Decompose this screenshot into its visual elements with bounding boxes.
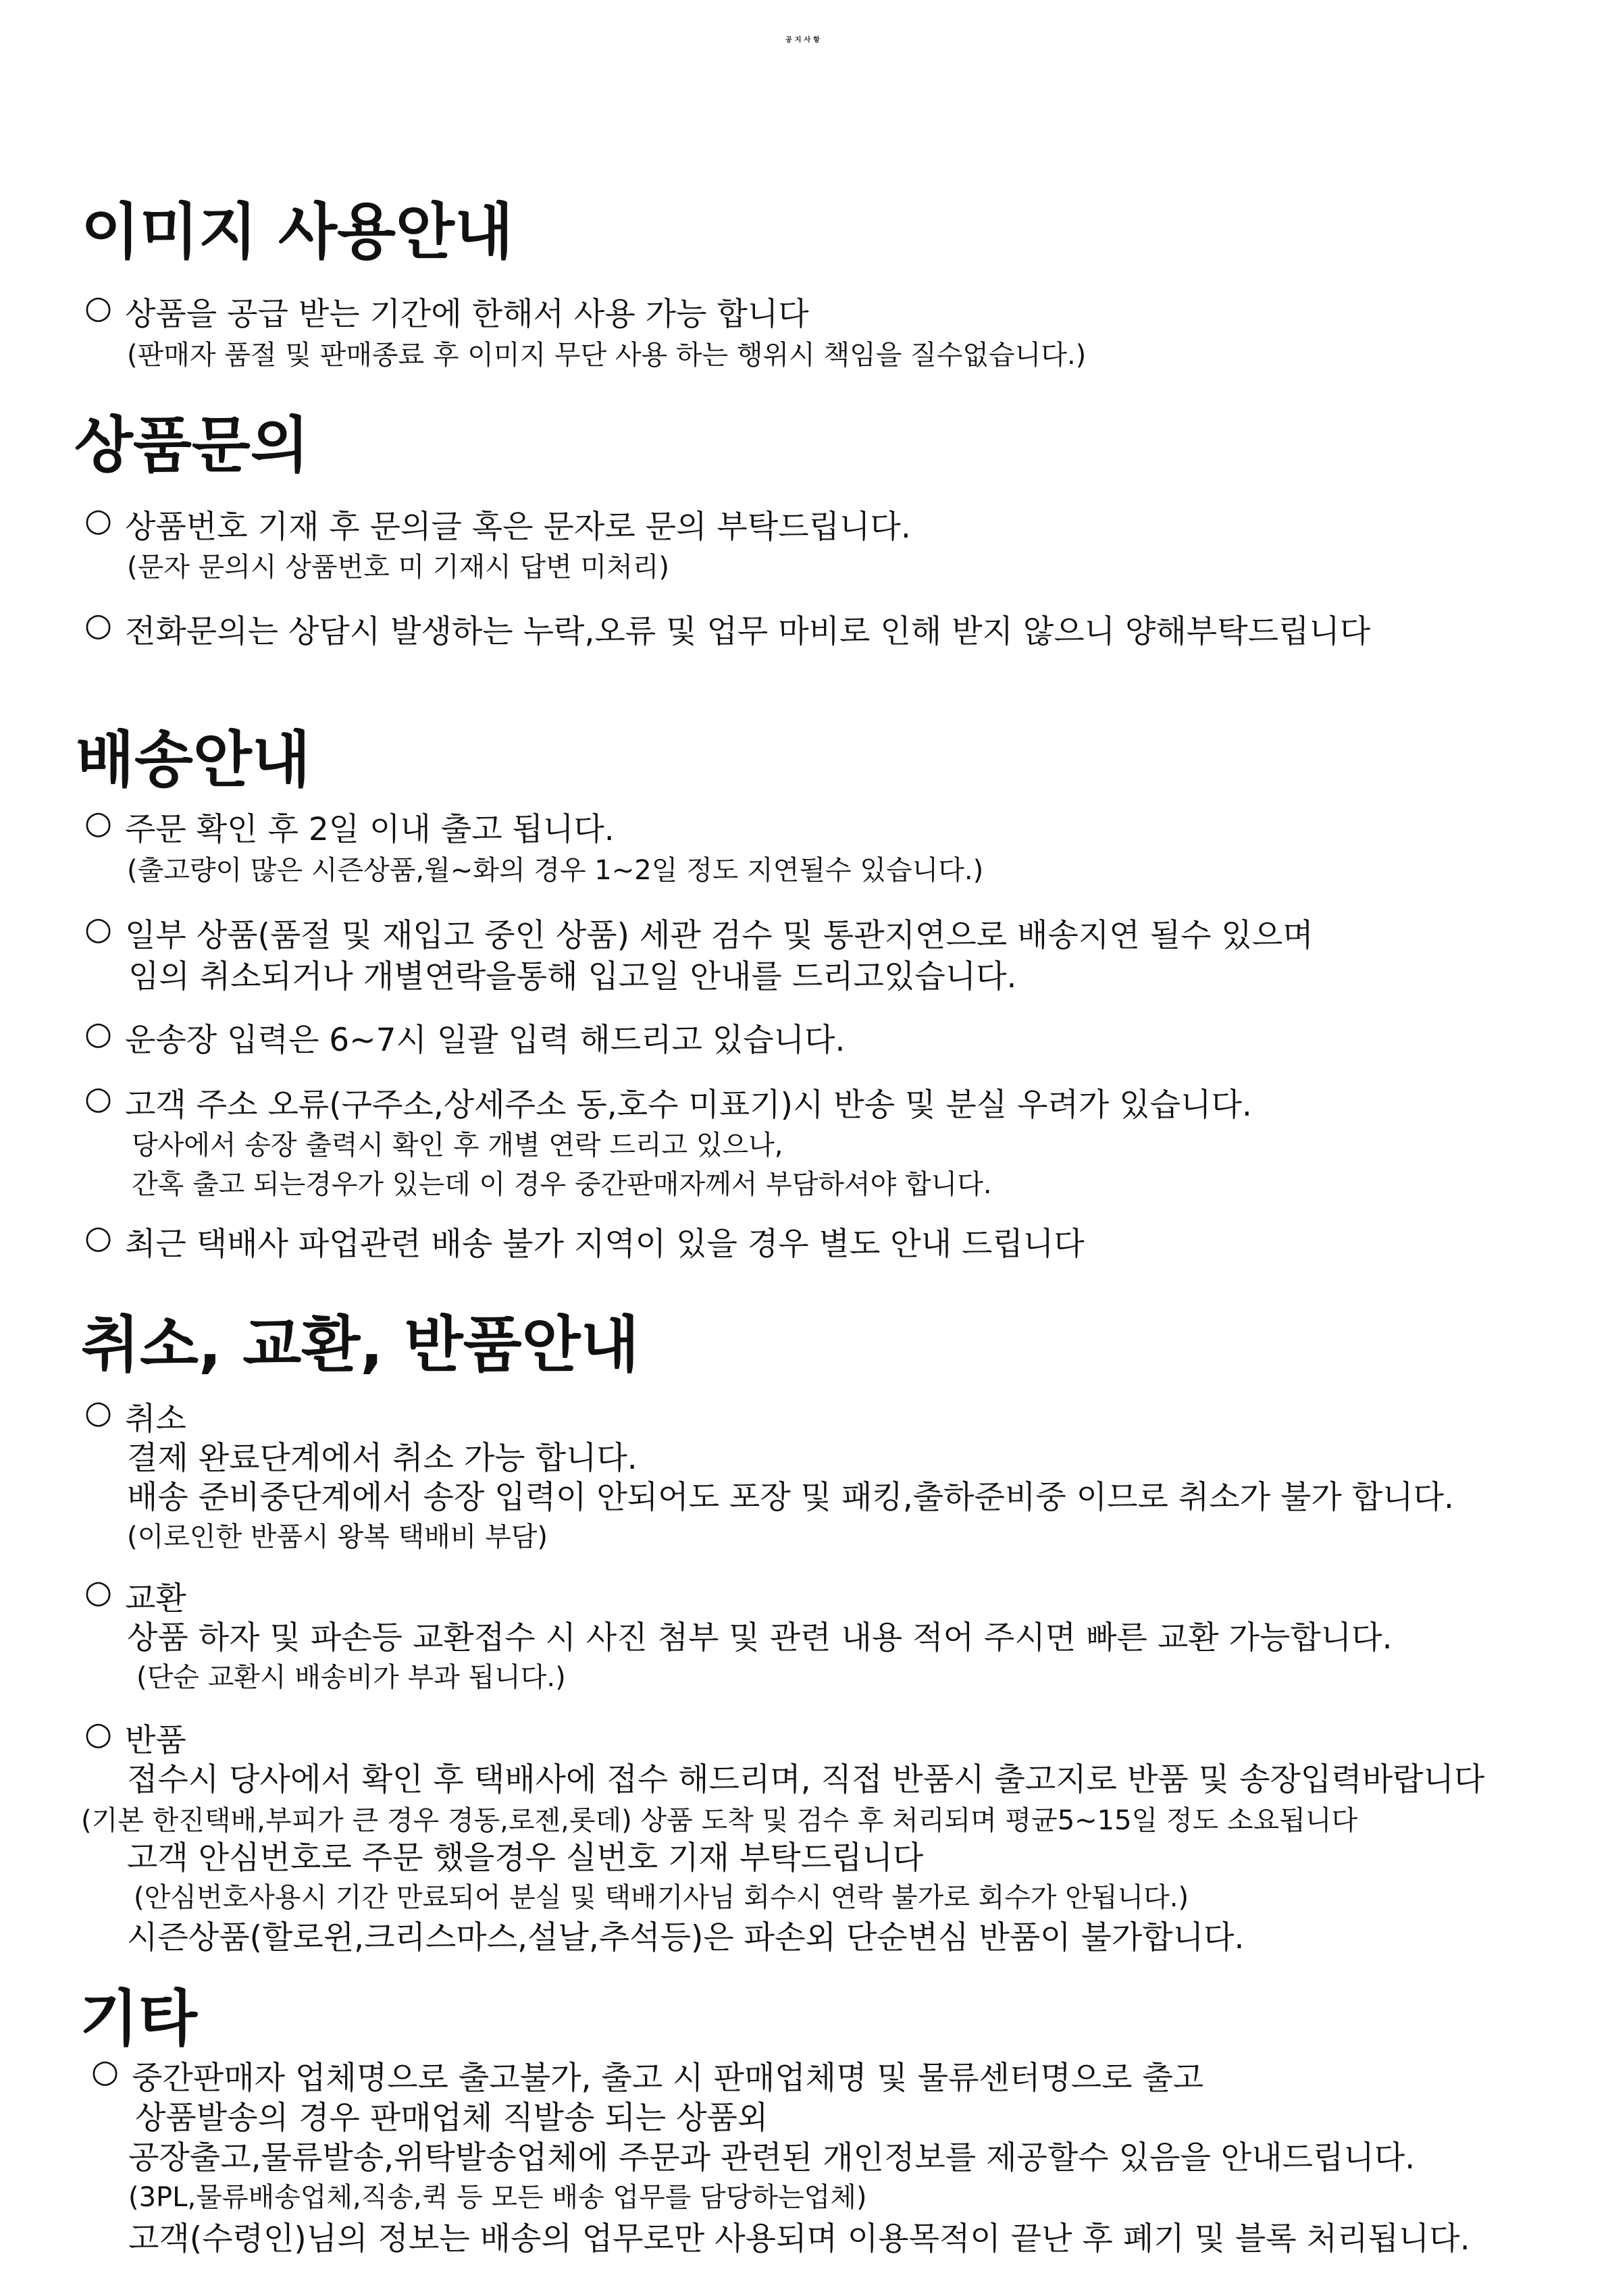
notice-title: 공지사항 [785, 36, 823, 44]
shipping-bullet-4-line2: 당사에서 송장 출력시 확인 후 개별 연락 드리고 있으나, [132, 1130, 783, 1161]
shipping-bullet-2-line2: 임의 취소되거나 개별연락을통해 입고일 안내를 드리고있습니다. [128, 958, 1017, 995]
section-heading-inquiry: 상품문의 [74, 410, 309, 481]
bullet-circle: ○ [84, 910, 113, 947]
inquiry-bullet-1-note: (문자 문의시 상품번호 미 기재시 답변 미처리) [127, 552, 670, 583]
bullet-circle: ○ [84, 1715, 113, 1752]
bullet-circle: ○ [91, 2053, 120, 2090]
shipping-bullet-4-line3: 간혹 출고 되는경우가 있는데 이 경우 중간판매자께서 부담하셔야 합니다. [132, 1169, 992, 1200]
inquiry-bullet-1: 상품번호 기재 후 문의글 혹은 문자로 문의 부탁드립니다. [125, 508, 911, 546]
shipping-bullet-1-note: (출고량이 많은 시즌상품,월~화의 경우 1~2일 정도 지연될수 있습니다.) [127, 855, 984, 886]
shipping-bullet-1: 주문 확인 후 2일 이내 출고 됩니다. [125, 811, 615, 848]
return-note-1: (기본 한진택배,부피가 큰 경우 경동,로젠,롯데) 상품 도착 및 검수 후 처리되며 평균5~15일 정도 소요됩니다 [81, 1805, 1358, 1836]
image-bullet-1: 상품을 공급 받는 기간에 한해서 사용 가능 합니다 [125, 296, 809, 333]
exchange-note: (단순 교환시 배송비가 부과 됩니다.) [136, 1662, 566, 1693]
bullet-circle: ○ [84, 1015, 113, 1052]
etc-line-2: 상품발송의 경우 판매업체 직발송 되는 상품외 [135, 2099, 769, 2137]
section-heading-etc: 기타 [80, 1983, 197, 2054]
return-label: 반품 [125, 1722, 186, 1759]
shipping-bullet-3: 운송장 입력은 6~7시 일괄 입력 해드리고 있습니다. [125, 1022, 846, 1059]
etc-line-3: 공장출고,물류발송,위탁발송업체에 주문과 관련된 개인정보를 제공할수 있음을 안내드립니다. [128, 2139, 1416, 2176]
bullet-circle: ○ [84, 804, 113, 841]
section-heading-returns: 취소, 교환, 반품안내 [81, 1309, 640, 1380]
return-line-2: 고객 안심번호로 주문 했을경우 실번호 기재 부탁드립니다 [127, 1840, 924, 1877]
exchange-label: 교환 [125, 1580, 186, 1617]
bullet-circle: ○ [84, 1394, 113, 1431]
etc-note: (3PL,물류배송업체,직송,퀵 등 모든 배송 업무를 담당하는업체) [128, 2182, 867, 2213]
etc-line-1: 중간판매자 업체명으로 출고불가, 출고 시 판매업체명 및 물류센터명으로 출고 [132, 2060, 1204, 2097]
cancel-note: (이로인한 반품시 왕복 택배비 부담) [127, 1521, 548, 1553]
exchange-line-1: 상품 하자 및 파손등 교환접수 시 사진 첨부 및 관련 내용 적어 주시면 빠른 교환 가능합니다. [127, 1619, 1393, 1656]
bullet-circle: ○ [84, 502, 113, 539]
shipping-bullet-5: 최근 택배사 파업관련 배송 불가 지역이 있을 경우 별도 안내 드립니다 [125, 1226, 1085, 1263]
image-bullet-1-note: (판매자 품절 및 판매종료 후 이미지 무단 사용 하는 행위시 책임을 질수없습니다.) [127, 340, 1087, 371]
shipping-bullet-2-line1: 일부 상품(품절 및 재입고 중인 상품) 세관 검수 및 통관지연으로 배송지연 될수 있으며 [125, 917, 1314, 954]
cancel-line-1: 결제 완료단계에서 취소 가능 합니다. [127, 1440, 638, 1477]
cancel-label: 취소 [125, 1401, 186, 1438]
cancel-line-2: 배송 준비중단계에서 송장 입력이 안되어도 포장 및 패킹,출하준비중 이므로 취소가 불가 합니다. [127, 1479, 1454, 1516]
section-heading-shipping: 배송안내 [76, 725, 311, 795]
bullet-circle: ○ [84, 606, 113, 644]
bullet-circle: ○ [84, 1219, 113, 1256]
bullet-circle: ○ [84, 1573, 113, 1611]
return-line-1: 접수시 당사에서 확인 후 택배사에 접수 해드리며, 직접 반품시 출고지로 반품 및 송장입력바랍니다 [127, 1761, 1485, 1798]
bullet-circle: ○ [84, 289, 113, 326]
bullet-circle: ○ [84, 1080, 113, 1117]
section-heading-image: 이미지 사용안내 [81, 197, 513, 267]
inquiry-bullet-2: 전화문의는 상담시 발생하는 누락,오류 및 업무 마비로 인해 받지 않으니 양해부탁드립니다 [125, 613, 1371, 650]
shipping-bullet-4-line1: 고객 주소 오류(구주소,상세주소 동,호수 미표기)시 반송 및 분실 우려가 있습니다. [125, 1087, 1252, 1124]
etc-line-4: 고객(수령인)님의 정보는 배송의 업무로만 사용되며 이용목적이 끝난 후 폐기 및 블록 처리됩니다. [128, 2220, 1470, 2258]
return-line-3: 시즌상품(할로윈,크리스마스,설날,추석등)은 파손외 단순변심 반품이 불가합니다. [127, 1919, 1245, 1956]
return-note-2: (안심번호사용시 기간 만료되어 분실 및 택배기사님 회수시 연락 불가로 회수가 안됩니다.) [134, 1882, 1189, 1913]
